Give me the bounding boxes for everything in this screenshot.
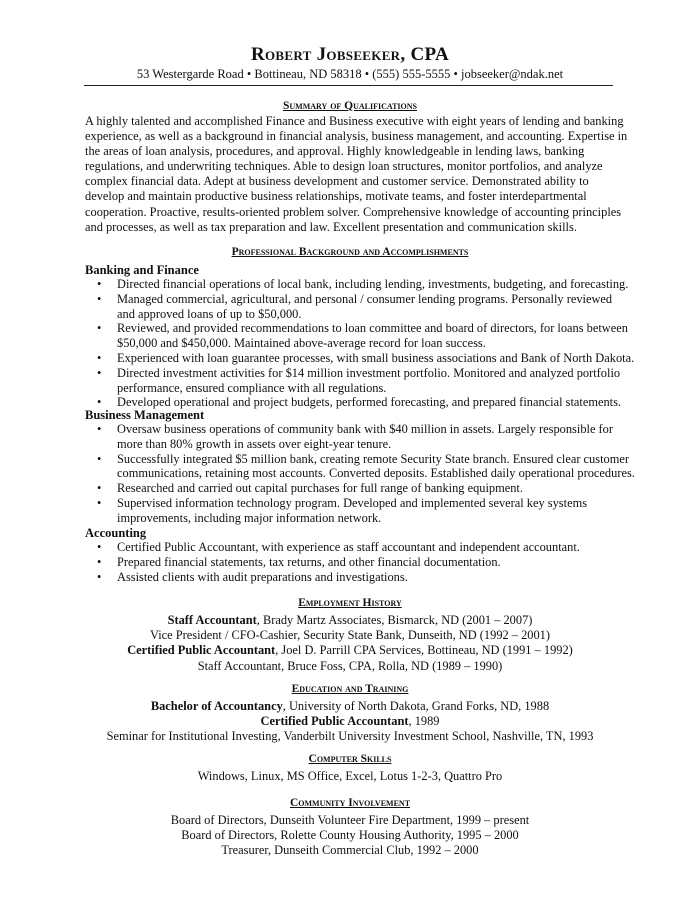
list-item: • Reviewed, and provided recommendations to loan committee and board of directors, for loans between $50,000 and $450,000. Maintained above-average record for loan success. xyxy=(97,321,628,351)
bullet-icon: • xyxy=(97,395,102,410)
community-entry: Board of Directors, Rolette County Housing Authority, 1995 – 2000 xyxy=(181,828,519,843)
summary-line: A highly talented and accomplished Finance and Business executive with eight years of lending and banking xyxy=(85,114,624,128)
list-item: • Directed investment activities for $14 million investment portfolio. Monitored and analyzed portfolio performance, ensured compliance with all regulations. xyxy=(97,365,621,395)
bullet-icon: • xyxy=(97,481,102,496)
bullet-icon: • xyxy=(97,451,102,466)
employment-entry: Vice President / CFO-Cashier, Security State Bank, Dunseith, ND (1992 – 2001) xyxy=(149,628,551,643)
bullet-icon: • xyxy=(97,350,102,365)
summary-line: develop and maintain productive business relationships, motivate teams, and foster interdepartmental xyxy=(85,189,587,204)
summary-title: Summary of Qualifications xyxy=(283,100,417,112)
summary-line: and processes, as well as tax preparation and law. Excellent presentation and communication skills. xyxy=(85,219,577,234)
group-heading-business: Business Management xyxy=(85,408,205,422)
list-item: • Experienced with loan guarantee processes, with small business associations and Bank of North Dakota. xyxy=(97,350,635,365)
education-list xyxy=(0,699,700,745)
banking-bullet-list xyxy=(85,277,635,410)
summary-line: complex financial data. Adept at business development and customer service. Demonstrated ability to xyxy=(85,174,589,189)
list-item: • Researched and carried out capital purchases for full range of banking equipment. xyxy=(97,481,523,496)
contact-line: 53 Westergarde Road • Bottineau, ND 58318 • (555) 555-5555 • jobseeker@ndak.net xyxy=(136,67,564,81)
summary-line: experience, as well as a background in financial analysis, business management, and accounting. Expertise in xyxy=(85,129,628,144)
education-entry: Certified Public Accountant, 1989 xyxy=(260,714,440,729)
community-title: Community Involvement xyxy=(289,797,411,809)
bullet-icon: • xyxy=(97,321,102,336)
group-heading-accounting: Accounting xyxy=(85,526,147,540)
employment-title: Employment History xyxy=(298,597,402,609)
group-heading-banking: Banking and Finance xyxy=(85,263,199,277)
education-entry: Bachelor of Accountancy, University of North Dakota, Grand Forks, ND, 1988 xyxy=(150,699,550,713)
candidate-name: Robert Jobseeker, CPA xyxy=(251,44,449,65)
list-item: • Supervised information technology program. Developed and implemented several key systems improvements, including major information network. xyxy=(97,495,588,525)
summary-paragraph xyxy=(85,114,628,235)
employment-list xyxy=(0,613,700,674)
education-entry: Seminar for Institutional Investing, Vanderbilt University Investment School, Nashville, TN, 1993 xyxy=(106,729,594,744)
summary-line: cooperation. Proactive, results-oriented problem solver. Comprehensive knowledge of accounting principles xyxy=(85,204,622,219)
bullet-icon: • xyxy=(97,277,102,291)
list-item: • Successfully integrated $5 million bank, creating remote Security State branch. Ensured clear customer communications, retaining most accounts. Converted deposits. Established daily operational procedures. xyxy=(97,451,635,481)
community-entry: Board of Directors, Dunseith Volunteer Fire Department, 1999 – present xyxy=(170,813,530,827)
bullet-icon: • xyxy=(97,554,102,569)
employment-entry: Certified Public Accountant, Joel D. Parrill CPA Services, Bottineau, ND (1991 – 1992) xyxy=(127,643,573,658)
business-bullet-list xyxy=(85,422,635,526)
community-entry: Treasurer, Dunseith Commercial Club, 1992 – 2000 xyxy=(221,843,479,858)
list-item: • Managed commercial, agricultural, and personal / consumer lending programs. Personally reviewed and approved loans of up to $50,000. xyxy=(97,291,613,321)
education-title: Education and Training xyxy=(291,683,409,695)
summary-line: the areas of loan analysis, procedures, and approval. Highly knowledgeable in lending laws, banking xyxy=(85,144,585,159)
employment-entry: Staff Accountant, Bruce Foss, CPA, Rolla, ND (1989 – 1990) xyxy=(197,658,503,673)
bullet-icon: • xyxy=(97,291,102,306)
bullet-icon: • xyxy=(97,540,102,554)
professional-title: Professional Background and Accomplishments xyxy=(231,246,469,258)
bullet-icon: • xyxy=(97,569,102,584)
bullet-icon: • xyxy=(97,422,102,436)
skills-title: Computer Skills xyxy=(308,753,392,765)
header-divider xyxy=(84,85,613,86)
employment-entry: Staff Accountant, Brady Martz Associates, Bismarck, ND (2001 – 2007) xyxy=(167,613,533,627)
accounting-bullet-list xyxy=(85,540,620,584)
bullet-icon: • xyxy=(97,495,102,510)
list-item: • Prepared financial statements, tax returns, and other financial documentation. xyxy=(97,554,501,569)
skills-text: Windows, Linux, MS Office, Excel, Lotus 1-2-3, Quattro Pro xyxy=(197,769,503,783)
bullet-icon: • xyxy=(97,365,102,380)
summary-line: regulations, and underwriting techniques. Able to design loan structures, monitor portfolios, and analyze xyxy=(85,159,603,174)
list-item: • Assisted clients with audit preparations and investigations. xyxy=(97,569,408,584)
community-list xyxy=(0,813,700,859)
list-item: • Certified Public Accountant, with experience as staff accountant and independent accountant. xyxy=(97,540,580,554)
list-item: • Directed financial operations of local bank, including lending, investments, budgeting, and forecasting. xyxy=(97,277,629,291)
list-item: • Developed operational and project budgets, performed forecasting, and prepared financial statements. xyxy=(97,395,622,410)
list-item: • Oversaw business operations of community bank with $40 million in assets. Largely responsible for more than 80% growth in assets over eight-year tenure. xyxy=(97,422,614,451)
